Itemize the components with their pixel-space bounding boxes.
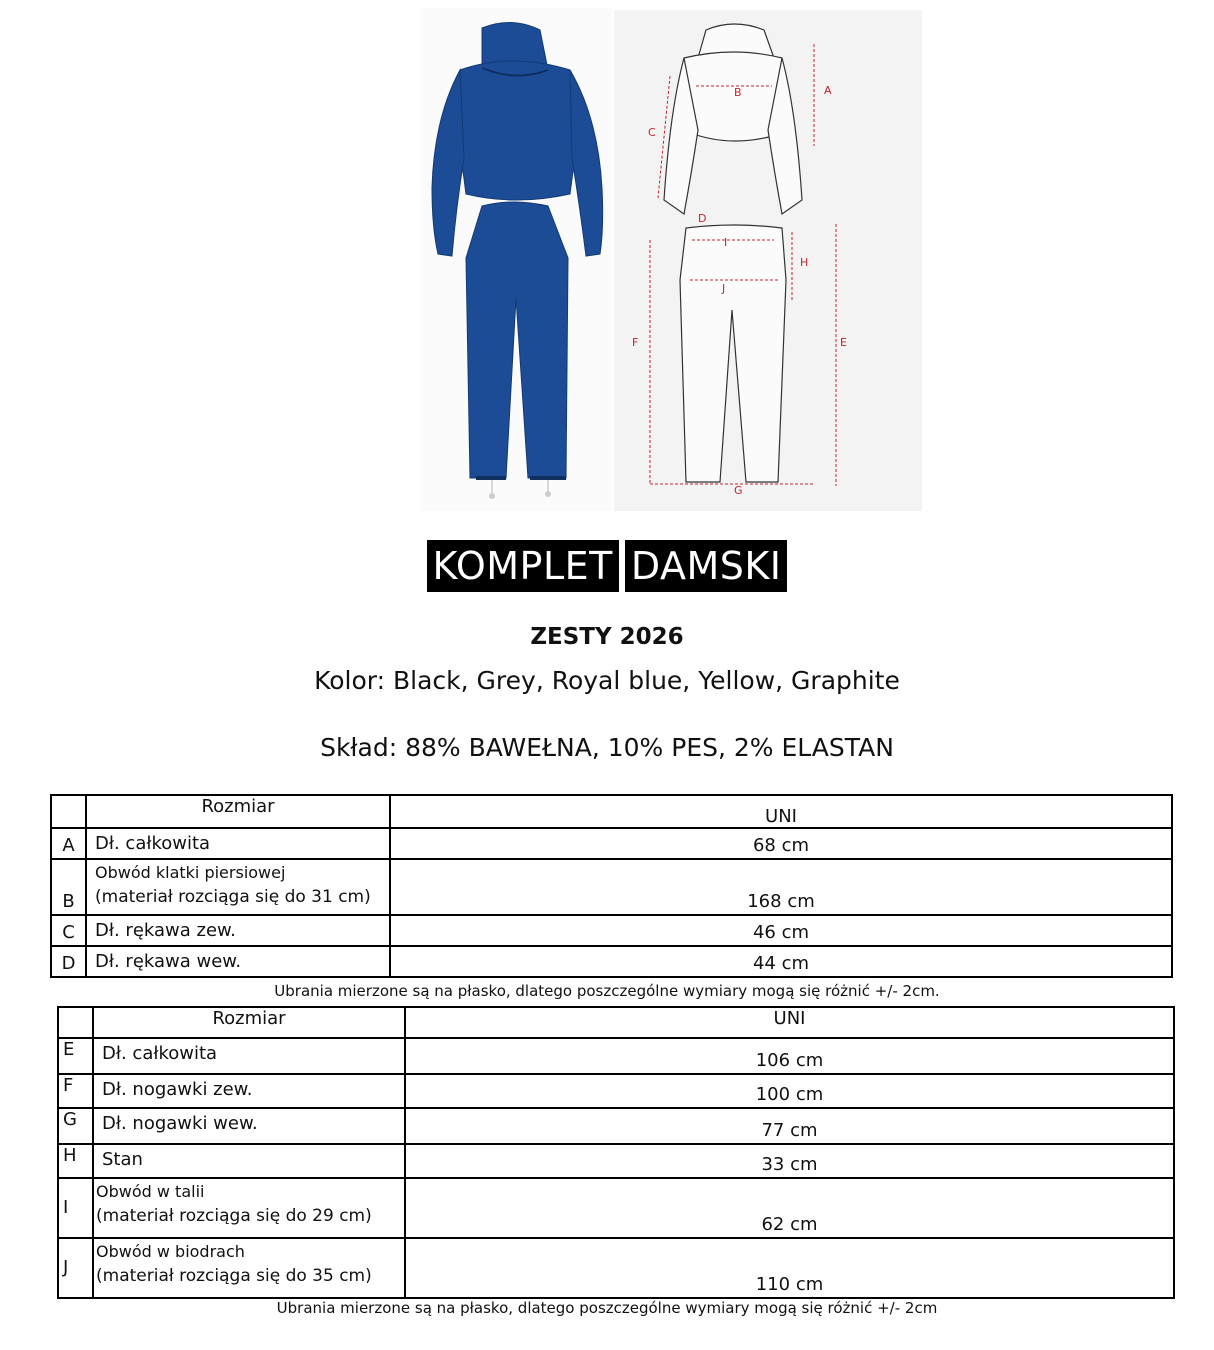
table-row [58,1238,1174,1298]
svg-text:H: H [800,256,809,269]
row-name-cell [86,859,390,915]
svg-text:A: A [824,84,832,97]
row-letter: I [58,1178,93,1238]
row-letter: D [51,946,86,977]
row-letter: H [58,1144,93,1178]
table-cell [51,795,86,828]
row-value: 110 cm [405,1238,1174,1298]
row-letter: G [58,1108,93,1144]
row-name-cell [93,1178,405,1238]
row-name: Obwód w biodrach [96,1242,245,1261]
measurement-footnote: Ubrania mierzone są na płasko, dlatego poszczególne wymiary mogą się różnić +/- 2cm [276,1299,938,1317]
row-name: Dł. nogawki wew. [93,1108,405,1144]
title [0,540,1214,592]
table-row [51,828,1172,859]
row-letter: F [58,1074,93,1108]
row-note: (materiał rozciąga się do 31 cm) [95,887,371,907]
table-row [58,1144,1174,1178]
row-name: Dł. rękawa wew. [86,946,390,977]
top-size-table [50,794,1173,978]
table-row [58,1108,1174,1144]
row-name: Obwód klatki piersiowej [95,863,286,882]
colors-line: Kolor: Black, Grey, Royal blue, Yellow, Graphite [314,666,900,695]
row-value: 68 cm [390,828,1172,859]
size-label: Rozmiar [93,1007,405,1038]
table-row [51,946,1172,977]
row-name: Stan [93,1144,405,1178]
collection-subtitle: ZESTY 2026 [530,624,684,650]
table-cell [58,1007,93,1038]
row-name: Dł. całkowita [86,828,390,859]
row-name: Obwód w talii [96,1182,205,1201]
table-row [58,1038,1174,1074]
table-header-row [51,795,1172,828]
row-value: 106 cm [405,1038,1174,1074]
svg-text:G: G [734,484,743,497]
row-name-cell [93,1238,405,1298]
title-part-1: KOMPLET [427,540,619,592]
row-letter: A [51,828,86,859]
measurement-diagram [614,10,922,511]
size-value: UNI [405,1007,1174,1038]
bottom-size-table [57,1006,1175,1299]
svg-text:I: I [724,236,728,249]
row-value: 100 cm [405,1074,1174,1108]
svg-text:F: F [632,336,639,349]
row-value: 46 cm [390,915,1172,946]
svg-text:J: J [722,282,726,295]
title-part-2: DAMSKI [625,540,788,592]
table-row [58,1178,1174,1238]
row-value: 168 cm [390,859,1172,915]
svg-text:D: D [698,212,707,225]
table-row [51,859,1172,915]
svg-text:B: B [734,86,742,99]
row-note: (materiał rozciąga się do 29 cm) [96,1206,372,1226]
table-row [51,915,1172,946]
row-value: 44 cm [390,946,1172,977]
table-row [58,1074,1174,1108]
product-photo [420,8,612,511]
measurement-footnote: Ubrania mierzone są na płasko, dlatego poszczególne wymiary mogą się różnić +/- 2cm. [274,982,940,1000]
size-label: Rozmiar [86,795,390,828]
svg-text:C: C [648,126,656,139]
row-letter: E [58,1038,93,1074]
row-letter: B [51,859,86,915]
row-value: 33 cm [405,1144,1174,1178]
row-name: Dł. rękawa zew. [86,915,390,946]
row-note: (materiał rozciąga się do 35 cm) [96,1266,372,1286]
row-name: Dł. nogawki zew. [93,1074,405,1108]
size-value: UNI [390,795,1172,828]
composition-line: Skład: 88% BAWEŁNA, 10% PES, 2% ELASTAN [320,733,894,762]
row-value: 62 cm [405,1178,1174,1238]
row-value: 77 cm [405,1108,1174,1144]
table-header-row [58,1007,1174,1038]
row-letter: C [51,915,86,946]
row-letter: J [58,1238,93,1298]
svg-text:E: E [840,336,847,349]
row-name: Dł. całkowita [93,1038,405,1074]
